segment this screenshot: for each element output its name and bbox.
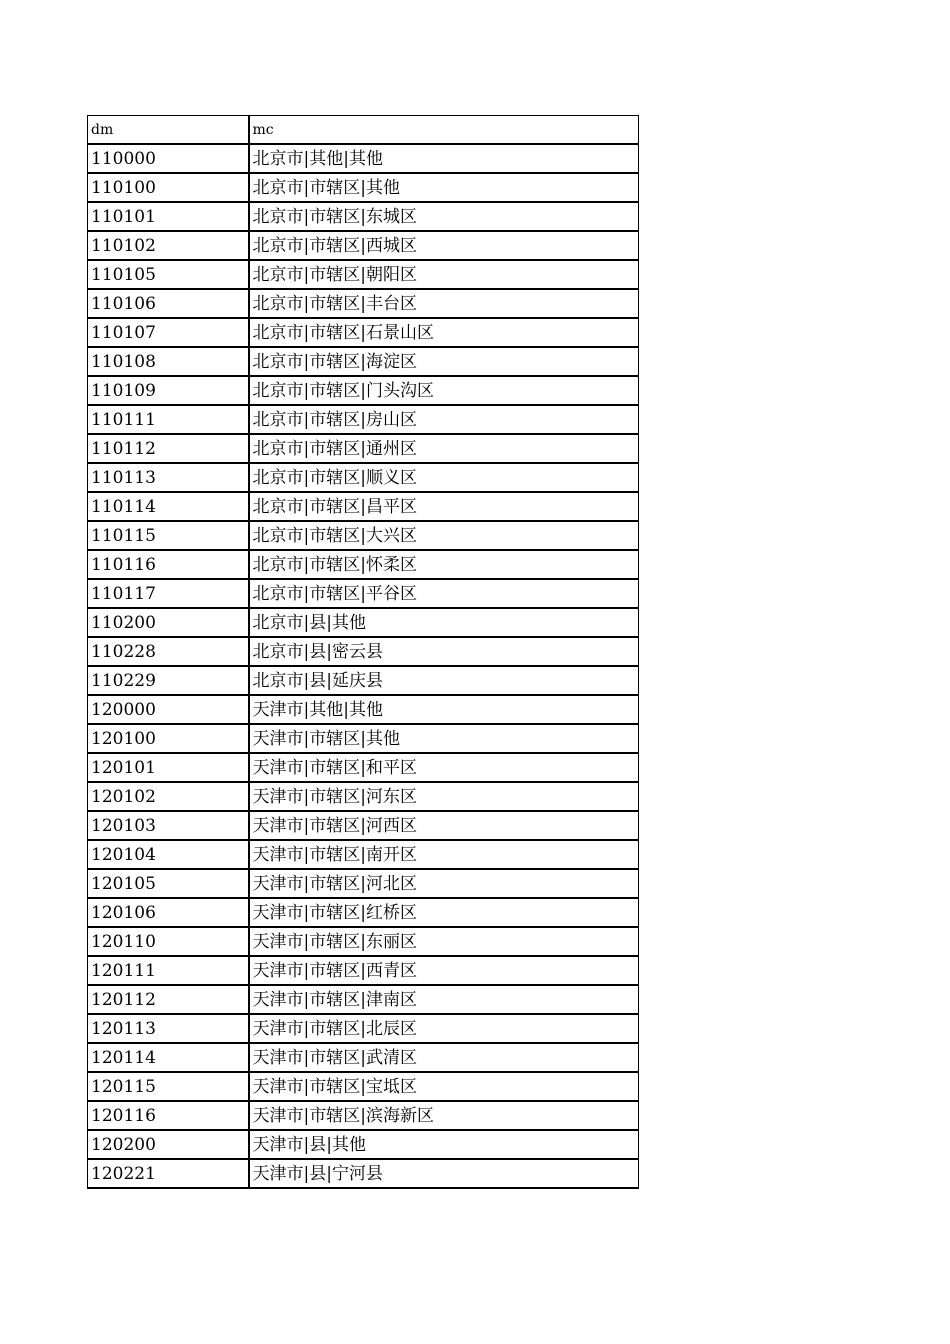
- cell-dm: 110100: [88, 173, 249, 202]
- table-row: [88, 840, 639, 869]
- table-row: [88, 434, 639, 463]
- cell-dm: 120200: [88, 1130, 249, 1159]
- cell-dm: 120112: [88, 985, 249, 1014]
- table-row: [88, 985, 639, 1014]
- cell-mc: 天津市|市辖区|南开区: [249, 840, 639, 869]
- table-row: [88, 144, 639, 173]
- cell-mc: 天津市|市辖区|武清区: [249, 1043, 639, 1072]
- cell-mc: 天津市|市辖区|东丽区: [249, 927, 639, 956]
- cell-mc: 北京市|市辖区|海淀区: [249, 347, 639, 376]
- table-row: [88, 695, 639, 724]
- cell-mc: 天津市|市辖区|河北区: [249, 869, 639, 898]
- table-row: [88, 782, 639, 811]
- cell-dm: 120113: [88, 1014, 249, 1043]
- table-row: [88, 492, 639, 521]
- cell-dm: 120110: [88, 927, 249, 956]
- table-row: [88, 260, 639, 289]
- cell-mc: 天津市|县|宁河县: [249, 1159, 639, 1188]
- cell-mc: 天津市|其他|其他: [249, 695, 639, 724]
- table-row: [88, 1014, 639, 1043]
- cell-dm: 110101: [88, 202, 249, 231]
- cell-dm: 120105: [88, 869, 249, 898]
- cell-dm: 110114: [88, 492, 249, 521]
- table-row: [88, 405, 639, 434]
- table-row: [88, 927, 639, 956]
- table-row: [88, 1072, 639, 1101]
- cell-dm: 120106: [88, 898, 249, 927]
- cell-dm: 120000: [88, 695, 249, 724]
- cell-mc: 北京市|市辖区|大兴区: [249, 521, 639, 550]
- cell-dm: 110106: [88, 289, 249, 318]
- table-row: [88, 1130, 639, 1159]
- cell-dm: 120103: [88, 811, 249, 840]
- table-row: [88, 579, 639, 608]
- cell-dm: 110229: [88, 666, 249, 695]
- cell-mc: 北京市|市辖区|门头沟区: [249, 376, 639, 405]
- cell-dm: 120221: [88, 1159, 249, 1188]
- cell-dm: 120104: [88, 840, 249, 869]
- cell-dm: 120102: [88, 782, 249, 811]
- table-row: [88, 608, 639, 637]
- cell-dm: 110107: [88, 318, 249, 347]
- table-row: [88, 724, 639, 753]
- cell-mc: 天津市|市辖区|滨海新区: [249, 1101, 639, 1130]
- cell-mc: 天津市|市辖区|宝坻区: [249, 1072, 639, 1101]
- cell-dm: 110200: [88, 608, 249, 637]
- table-row: [88, 318, 639, 347]
- region-code-table: [87, 115, 638, 1189]
- cell-mc: 天津市|市辖区|北辰区: [249, 1014, 639, 1043]
- table-row: [88, 1043, 639, 1072]
- cell-dm: 110116: [88, 550, 249, 579]
- cell-mc: 天津市|市辖区|津南区: [249, 985, 639, 1014]
- cell-mc: 天津市|市辖区|其他: [249, 724, 639, 753]
- cell-mc: 天津市|市辖区|河东区: [249, 782, 639, 811]
- cell-dm: 110111: [88, 405, 249, 434]
- cell-dm: 110113: [88, 463, 249, 492]
- cell-mc: 天津市|市辖区|西青区: [249, 956, 639, 985]
- cell-mc: 北京市|市辖区|西城区: [249, 231, 639, 260]
- table-row: [88, 202, 639, 231]
- cell-mc: 北京市|市辖区|怀柔区: [249, 550, 639, 579]
- header-mc: mc: [249, 116, 639, 145]
- table-row: [88, 550, 639, 579]
- cell-mc: 北京市|县|其他: [249, 608, 639, 637]
- cell-dm: 110112: [88, 434, 249, 463]
- table-row: [88, 289, 639, 318]
- cell-mc: 北京市|其他|其他: [249, 144, 639, 173]
- table-row: [88, 521, 639, 550]
- cell-mc: 北京市|县|密云县: [249, 637, 639, 666]
- table-row: [88, 231, 639, 260]
- cell-mc: 天津市|市辖区|河西区: [249, 811, 639, 840]
- cell-mc: 北京市|市辖区|其他: [249, 173, 639, 202]
- table-row: [88, 666, 639, 695]
- table-row: [88, 347, 639, 376]
- table-row: [88, 173, 639, 202]
- cell-mc: 天津市|县|其他: [249, 1130, 639, 1159]
- cell-mc: 北京市|市辖区|朝阳区: [249, 260, 639, 289]
- cell-dm: 110228: [88, 637, 249, 666]
- table-row: [88, 869, 639, 898]
- cell-dm: 120115: [88, 1072, 249, 1101]
- table-row: [88, 1101, 639, 1130]
- cell-dm: 120100: [88, 724, 249, 753]
- table-row: [88, 956, 639, 985]
- table-row: [88, 898, 639, 927]
- cell-dm: 110105: [88, 260, 249, 289]
- header-row: [88, 116, 639, 145]
- cell-mc: 天津市|市辖区|红桥区: [249, 898, 639, 927]
- table-row: [88, 1159, 639, 1188]
- cell-mc: 北京市|市辖区|昌平区: [249, 492, 639, 521]
- table-row: [88, 753, 639, 782]
- cell-mc: 北京市|市辖区|石景山区: [249, 318, 639, 347]
- cell-mc: 北京市|市辖区|丰台区: [249, 289, 639, 318]
- cell-mc: 北京市|市辖区|顺义区: [249, 463, 639, 492]
- cell-dm: 120111: [88, 956, 249, 985]
- cell-mc: 北京市|市辖区|通州区: [249, 434, 639, 463]
- cell-mc: 天津市|市辖区|和平区: [249, 753, 639, 782]
- cell-mc: 北京市|市辖区|平谷区: [249, 579, 639, 608]
- cell-dm: 110115: [88, 521, 249, 550]
- table-row: [88, 811, 639, 840]
- table-body: [88, 144, 639, 1188]
- header-dm: dm: [88, 116, 249, 145]
- table-row: [88, 463, 639, 492]
- cell-dm: 120116: [88, 1101, 249, 1130]
- data-grid: [87, 115, 639, 1189]
- cell-dm: 110117: [88, 579, 249, 608]
- cell-dm: 110102: [88, 231, 249, 260]
- cell-dm: 110108: [88, 347, 249, 376]
- table-row: [88, 637, 639, 666]
- cell-mc: 北京市|市辖区|东城区: [249, 202, 639, 231]
- table-row: [88, 376, 639, 405]
- cell-dm: 120101: [88, 753, 249, 782]
- cell-mc: 北京市|县|延庆县: [249, 666, 639, 695]
- cell-mc: 北京市|市辖区|房山区: [249, 405, 639, 434]
- cell-dm: 120114: [88, 1043, 249, 1072]
- cell-dm: 110109: [88, 376, 249, 405]
- cell-dm: 110000: [88, 144, 249, 173]
